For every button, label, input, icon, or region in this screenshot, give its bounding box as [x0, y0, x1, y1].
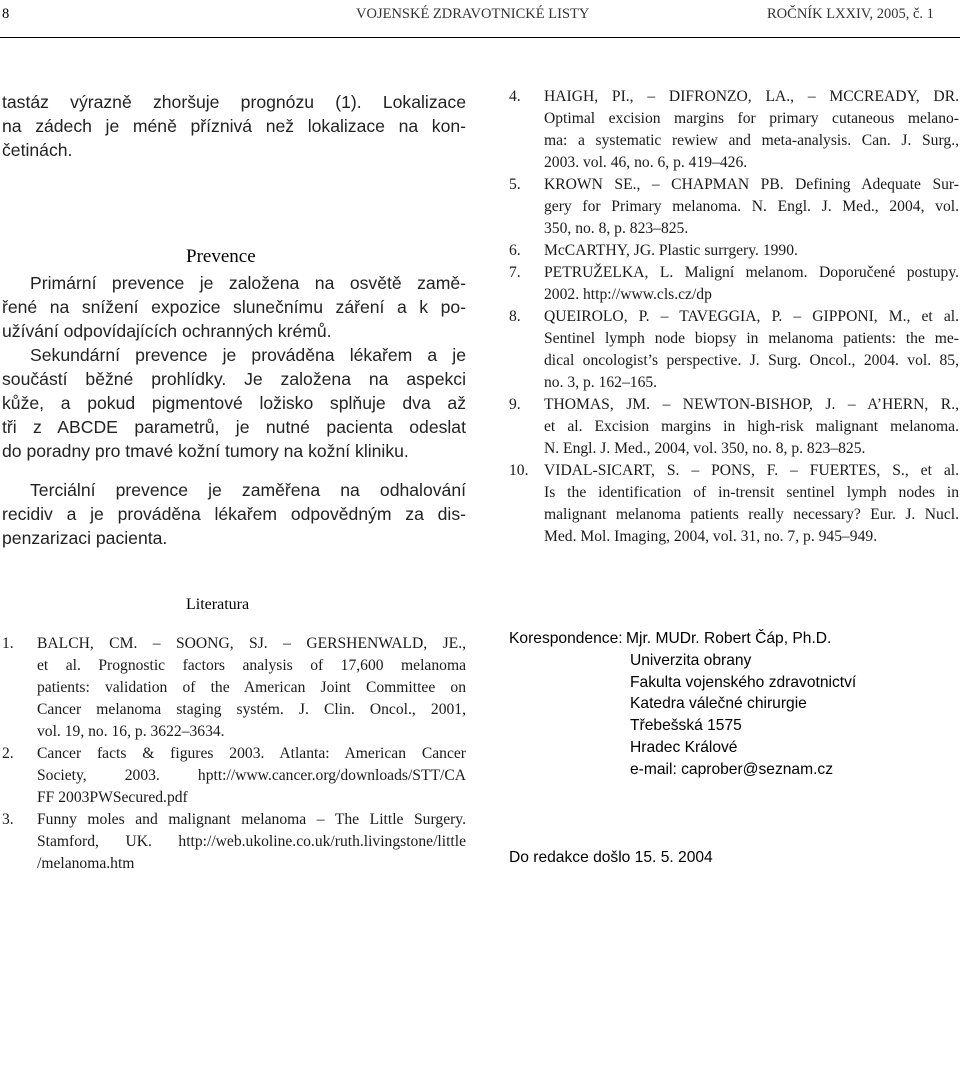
reference-line: N. Engl. J. Med., 2004, vol. 350, no. 8, p. 823–825. — [544, 440, 866, 457]
text-line: tastáz výrazně zhoršuje prognózu (1). Lokalizace — [2, 92, 466, 112]
reference-line: vol. 19, no. 16, p. 3622–3634. — [37, 723, 225, 740]
reference-item — [509, 460, 959, 548]
reference-line: malignant melanoma patients really necessary? Eur. J. Nucl. — [544, 506, 959, 523]
text-line: Sekundární prevence je prováděna lékařem a je — [30, 345, 466, 365]
text-line: recidiv a je prováděna lékařem odpovědným za dis- — [2, 504, 466, 524]
correspondence-line: Hradec Králové — [630, 739, 738, 756]
header-rule — [0, 37, 960, 38]
reference-line: no. 3, p. 162–165. — [544, 374, 658, 391]
correspondence-line: Katedra válečné chirurgie — [630, 695, 807, 713]
reference-line: HAIGH, PI., – DIFRONZO, LA., – MCCREADY, DR. — [544, 88, 959, 105]
reference-item — [509, 174, 959, 240]
reference-line: Cancer facts & figures 2003. Atlanta: American Cancer — [37, 745, 466, 762]
reference-line: /melanoma.htm — [37, 855, 135, 872]
reference-line: KROWN SE., – CHAPMAN PB. Defining Adequate Sur- — [544, 176, 959, 193]
reference-number: 3. — [2, 811, 14, 828]
reference-number: 4. — [509, 88, 521, 105]
reference-line: FF 2003PWSecured.pdf — [37, 789, 188, 806]
reference-number: 9. — [509, 396, 521, 413]
reference-line: 350, no. 8, p. 823–825. — [544, 220, 689, 237]
text-line: užívání odpovídajících ochranných krémů. — [2, 321, 332, 341]
reference-line: dical oncologist’s perspective. J. Surg. Oncol., 2004. vol. 85, — [544, 352, 959, 369]
reference-item — [2, 633, 466, 743]
section-heading-prevence: Prevence — [186, 246, 256, 267]
text-line: Primární prevence je založena na osvětě zamě- — [30, 273, 466, 293]
reference-line: gery for Primary melanoma. N. Engl. J. Med., 2004, vol. — [544, 198, 959, 215]
text-line: na zádech je méně příznivá než lokalizace na kon- — [2, 116, 466, 136]
reference-number: 1. — [2, 635, 14, 652]
issue-label: ROČNÍK LXXIV, 2005, č. 1 — [767, 6, 934, 22]
reference-item — [509, 262, 959, 306]
reference-line: et al. Excision margins in high-risk malignant melanoma. — [544, 418, 959, 435]
reference-number: 7. — [509, 264, 521, 281]
reference-line: THOMAS, JM. – NEWTON-BISHOP, J. – A’HERN, R., — [544, 396, 959, 413]
reference-item — [509, 240, 959, 262]
reference-line: Stamford, UK. http://web.ukoline.co.uk/ruth.livingstone/little — [37, 833, 466, 850]
correspondence-line: Mjr. MUDr. Robert Čáp, Ph.D. — [626, 630, 832, 647]
reference-item — [2, 809, 466, 875]
correspondence-line: Třebešská 1575 — [630, 717, 742, 735]
text-line: četinách. — [2, 140, 73, 160]
text-line: součástí běžné prohlídky. Je založena na aspekci — [2, 369, 466, 389]
journal-title: VOJENSKÉ ZDRAVOTNICKÉ LISTY — [356, 6, 590, 22]
reference-line: QUEIROLO, P. – TAVEGGIA, P. – GIPPONI, M., et al. — [544, 308, 959, 325]
reference-line: Society, 2003. hptt://www.cancer.org/downloads/STT/CA — [37, 767, 466, 784]
text-line: kůže, a pokud pigmentové ložisko splňuje dva až — [2, 393, 466, 413]
reference-item — [509, 394, 959, 460]
reference-line: Optimal excision margins for primary cutaneous melano- — [544, 110, 959, 127]
reference-line: Sentinel lymph node biopsy in melanoma patients: the me- — [544, 330, 959, 347]
reference-number: 5. — [509, 176, 521, 193]
received-date: Do redakce došlo 15. 5. 2004 — [509, 849, 713, 866]
reference-line: Funny moles and malignant melanoma – The Little Surgery. — [37, 811, 466, 828]
reference-line: PETRUŽELKA, L. Maligní melanom. Doporučené postupy. — [544, 264, 959, 281]
reference-line: VIDAL-SICART, S. – PONS, F. – FUERTES, S., et al. — [544, 462, 959, 479]
text-line: řené na snížení expozice slunečnímu záření a k po- — [2, 297, 466, 317]
reference-line: 2002. http://www.cls.cz/dp — [544, 286, 712, 303]
reference-line: Cancer melanoma staging systém. J. Clin. Oncol., 2001, — [37, 701, 466, 718]
paragraph-metastasis — [2, 90, 466, 162]
reference-line: McCARTHY, JG. Plastic surrgery. 1990. — [544, 242, 798, 259]
reference-line: BALCH, CM. – SOONG, SJ. – GERSHENWALD, JE., — [37, 635, 466, 652]
reference-number: 8. — [509, 308, 521, 325]
paragraph-tertiary-prevention — [2, 478, 466, 550]
reference-number: 2. — [2, 745, 14, 762]
text-line: do poradny pro tmavé kožní tumory na kožní kliniku. — [2, 441, 409, 461]
reference-item — [509, 306, 959, 394]
correspondence-line: Fakulta vojenského zdravotnictví — [630, 673, 857, 691]
text-line: tři z ABCDE parametrů, je nutné pacienta odeslat — [2, 417, 466, 437]
text-line: penzarizaci pacienta. — [2, 528, 168, 548]
reference-line: 2003. vol. 46, no. 6, p. 419–426. — [544, 154, 748, 171]
reference-item — [509, 86, 959, 174]
reference-item — [2, 743, 466, 809]
reference-line: et al. Prognostic factors analysis of 17,600 melanoma — [37, 657, 466, 674]
reference-line: ma: a systematic rewiew and meta-analysis. Can. J. Surg., — [544, 132, 959, 149]
reference-number: 10. — [509, 462, 529, 479]
correspondence-label: Korespondence: — [509, 630, 623, 647]
section-heading-literatura: Literatura — [186, 596, 250, 613]
correspondence-line: Univerzita obrany — [630, 651, 752, 669]
reference-line: Med. Mol. Imaging, 2004, vol. 31, no. 7, p. 945–949. — [544, 528, 878, 545]
paragraph-secondary-prevention — [2, 343, 466, 463]
text-line: Terciální prevence je zaměřena na odhalování — [30, 480, 466, 500]
reference-line: Is the identification of in-trensit sentinel lymph nodes in — [544, 484, 959, 501]
reference-line: patients: validation of the American Joint Committee on — [37, 679, 466, 696]
paragraph-primary-prevention — [2, 271, 466, 343]
reference-number: 6. — [509, 242, 521, 259]
page-number: 8 — [2, 6, 10, 22]
correspondence-line: e-mail: caprober@seznam.cz — [630, 760, 834, 778]
